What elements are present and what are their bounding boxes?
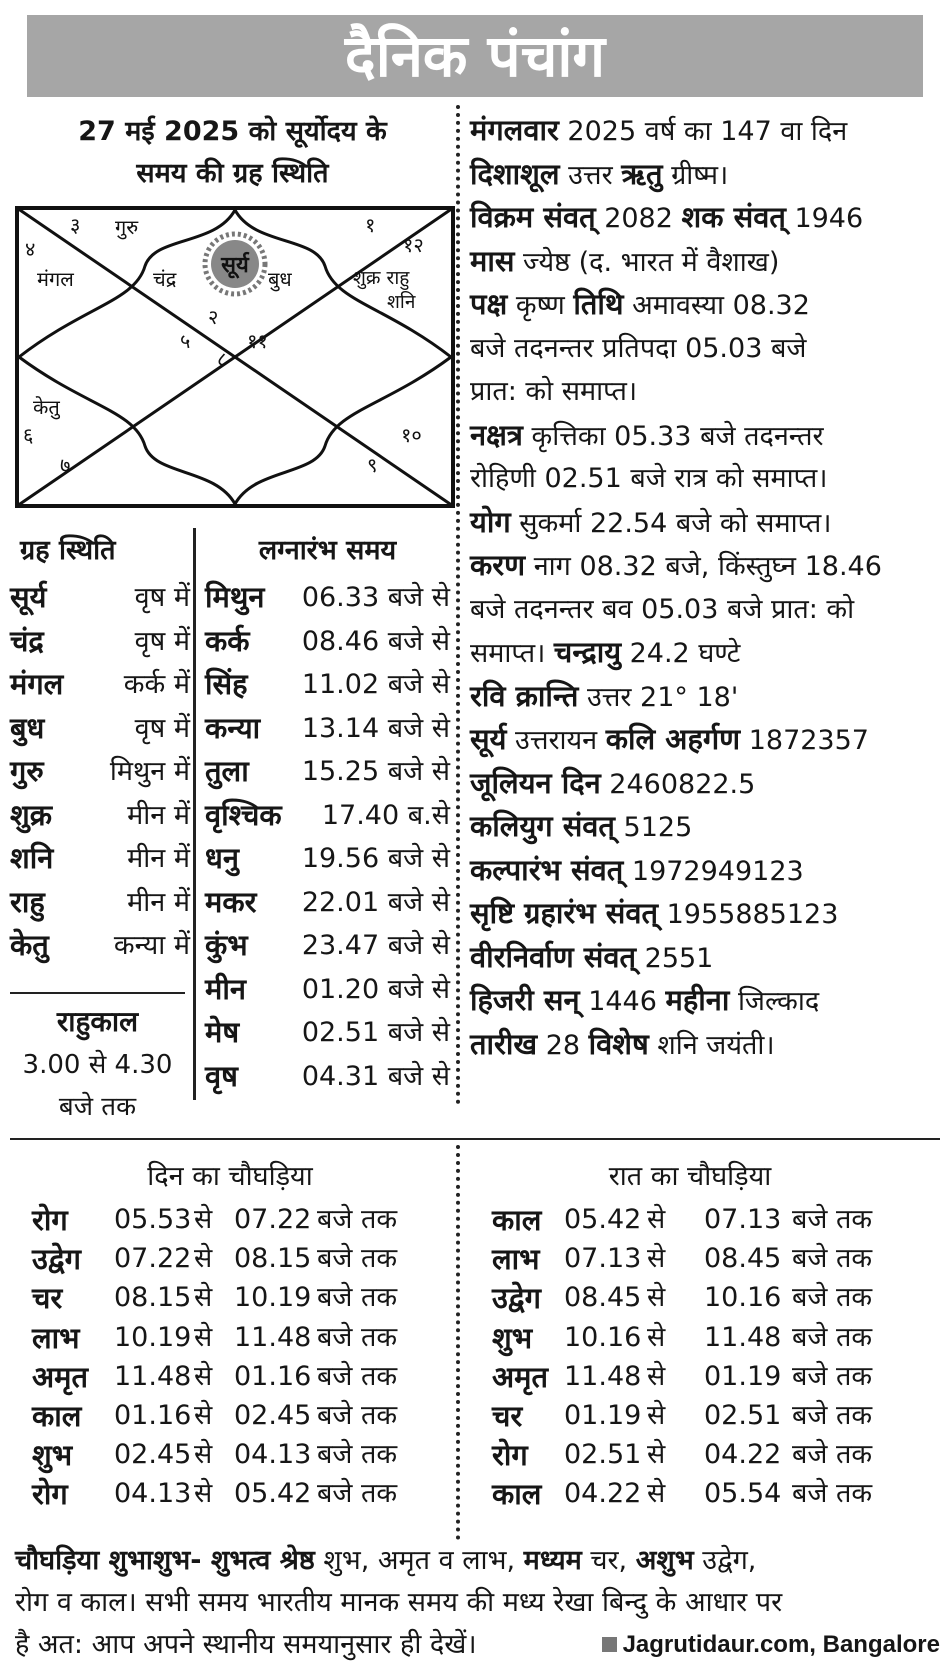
choghadiya-se: से <box>194 1282 213 1314</box>
lagna-time: 13.14 बजे से <box>301 712 450 744</box>
info-value: शनि जयंती। <box>648 1029 775 1061</box>
choghadiya-se: से <box>647 1439 666 1471</box>
info-line <box>470 676 738 715</box>
choghadiya-name: लाभ <box>32 1320 80 1355</box>
lagna-name: कुंभ <box>205 928 248 962</box>
graha-row <box>10 575 190 620</box>
din-choghadiya-heading: दिन का चौघड़िया <box>147 1161 313 1192</box>
graha-row <box>10 749 190 794</box>
choghadiya-row <box>32 1474 452 1514</box>
info-value: रोहिणी 02.51 बजे रात्र को समाप्त। <box>470 463 828 494</box>
raat-choghadiya-list <box>492 1200 932 1530</box>
bottom-column-divider <box>456 1145 460 1540</box>
info-label: सूर्य <box>470 722 507 756</box>
choghadiya-row <box>492 1200 932 1240</box>
info-value: 1946 <box>785 203 864 234</box>
page-title: दैनिक पंचांग <box>27 15 923 97</box>
choghadiya-se: से <box>647 1243 666 1275</box>
lagna-row <box>205 1010 450 1055</box>
footer-text: उद्वेग, <box>693 1545 757 1576</box>
choghadiya-from: 01.19 <box>564 1400 642 1431</box>
lagna-row <box>205 619 450 664</box>
choghadiya-tak: बजे तक <box>317 1282 398 1314</box>
choghadiya-to: 05.42 <box>234 1478 312 1510</box>
planet-budh: बुध <box>268 267 292 291</box>
info-label: ऋतु <box>621 156 663 191</box>
lagna-row <box>205 575 450 620</box>
info-label: कलियुग संवत् <box>470 809 615 843</box>
choghadiya-name: चर <box>32 1281 63 1316</box>
section-divider <box>10 1138 940 1140</box>
info-label: रवि क्रान्ति <box>470 678 579 713</box>
info-label: शक संवत् <box>681 200 786 234</box>
choghadiya-from: 05.42 <box>564 1204 642 1235</box>
choghadiya-to: 02.51 <box>704 1400 782 1431</box>
choghadiya-row <box>32 1357 452 1397</box>
footer-line3-text: है अत: आप अपने स्थानीय समयानुसार ही देखें। <box>15 1629 477 1660</box>
graha-name: शनि <box>10 841 54 875</box>
info-value: उत्तर 21° 18' <box>578 681 739 713</box>
lagna-name: मिथुन <box>205 580 265 614</box>
lagna-row <box>205 793 450 838</box>
info-label: चन्द्रायु <box>553 635 622 669</box>
choghadiya-se: से <box>194 1439 213 1471</box>
lagna-time: 22.01 बजे से <box>301 886 450 918</box>
choghadiya-row <box>32 1396 452 1436</box>
info-value: ग्रीष्म। <box>662 159 729 191</box>
house-number: ७ <box>60 453 71 477</box>
choghadiya-from: 10.16 <box>564 1321 642 1353</box>
choghadiya-tak: बजे तक <box>792 1400 873 1431</box>
choghadiya-name: चर <box>492 1399 523 1433</box>
choghadiya-to: 10.16 <box>704 1282 782 1314</box>
choghadiya-tak: बजे तक <box>792 1243 873 1275</box>
choghadiya-from: 10.19 <box>114 1321 192 1353</box>
square-icon <box>602 1637 617 1652</box>
info-label: जूलियन दिन <box>470 765 601 800</box>
lagna-row <box>205 923 450 968</box>
choghadiya-name: काल <box>32 1399 82 1433</box>
choghadiya-row <box>492 1239 932 1279</box>
choghadiya-from: 08.15 <box>114 1282 192 1314</box>
planet-mangal: मंगल <box>37 267 74 291</box>
choghadiya-tak: बजे तक <box>317 1321 398 1353</box>
graha-name: मंगल <box>10 667 64 701</box>
info-line <box>470 458 828 495</box>
choghadiya-to: 04.13 <box>234 1439 312 1471</box>
column-divider <box>456 105 460 1105</box>
choghadiya-row <box>32 1435 452 1475</box>
house-number: ११ <box>247 329 268 353</box>
lagna-name: वृष <box>205 1058 238 1093</box>
info-line <box>470 937 713 976</box>
lagna-name: कर्क <box>205 623 250 658</box>
choghadiya-tak: बजे तक <box>792 1204 873 1235</box>
graha-position: मीन में <box>127 886 190 918</box>
info-value: 2551 <box>636 942 714 974</box>
lagna-time: 17.40 ब.से <box>321 799 450 831</box>
graha-row <box>10 706 190 751</box>
lagna-time: 08.46 बजे से <box>301 625 450 657</box>
info-line <box>470 763 755 802</box>
choghadiya-name: रोग <box>32 1477 68 1512</box>
lagna-row <box>205 1054 450 1099</box>
graha-list <box>10 575 190 995</box>
raat-choghadiya-heading: रात का चौघड़िया <box>608 1161 772 1192</box>
footer-label: मध्यम <box>523 1545 582 1576</box>
planet-shukra-rahu: शुक्र राहु <box>353 267 410 289</box>
info-label: नक्षत्र <box>470 417 523 452</box>
graha-position: मीन में <box>127 799 190 831</box>
choghadiya-tak: बजे तक <box>317 1400 398 1431</box>
choghadiya-from: 02.45 <box>114 1439 192 1471</box>
choghadiya-se: से <box>194 1321 213 1353</box>
info-value: 1872357 <box>740 725 869 756</box>
left-inner-divider <box>193 528 196 900</box>
choghadiya-from: 02.51 <box>564 1439 642 1471</box>
info-value: 28 <box>537 1029 589 1061</box>
info-value: कृष्ण <box>507 290 574 321</box>
choghadiya-name: अमृत <box>32 1359 89 1394</box>
choghadiya-tak: बजे तक <box>317 1439 398 1471</box>
lagna-row <box>205 662 450 707</box>
graha-position: मीन में <box>127 843 190 874</box>
graha-row <box>10 923 190 968</box>
choghadiya-tak: बजे तक <box>792 1478 873 1510</box>
graha-name: गुरु <box>10 754 44 788</box>
info-value: उत्तर <box>559 159 622 191</box>
info-line <box>470 589 854 626</box>
info-line <box>470 241 779 280</box>
house-number: १० <box>401 423 422 447</box>
choghadiya-to: 10.19 <box>234 1282 312 1314</box>
info-label: पक्ष <box>470 287 508 321</box>
choghadiya-tak: बजे तक <box>317 1478 398 1510</box>
info-value: उत्तरायन <box>506 725 606 756</box>
house-number: १ <box>365 213 376 237</box>
choghadiya-to: 01.16 <box>234 1360 312 1392</box>
info-line <box>470 328 806 365</box>
info-line <box>470 545 882 584</box>
footer-line1 <box>15 1540 940 1582</box>
lagna-time: 04.31 बजे से <box>301 1060 450 1092</box>
choghadiya-row <box>492 1278 932 1318</box>
info-line <box>470 154 728 193</box>
footer-line2: रोग व काल। सभी समय भारतीय मानक समय की मध्य रेखा बिन्दु के आधार पर <box>15 1587 783 1618</box>
choghadiya-to: 05.54 <box>704 1478 782 1510</box>
info-label: करण <box>470 548 526 582</box>
info-value: समाप्त। <box>470 638 554 669</box>
choghadiya-tak: बजे तक <box>792 1439 873 1471</box>
choghadiya-row <box>32 1200 452 1240</box>
choghadiya-tak: बजे तक <box>317 1243 398 1275</box>
rahukaal-box <box>10 1000 185 1128</box>
info-label: मंगलवार <box>470 113 559 147</box>
footer-label: चौघड़िया शुभाशुभ- शुभत्व श्रेष्ठ <box>15 1545 315 1576</box>
graha-position: कर्क में <box>123 669 190 700</box>
info-value: 5125 <box>614 812 693 843</box>
choghadiya-from: 04.13 <box>114 1478 192 1510</box>
choghadiya-row <box>32 1318 452 1358</box>
house-number: १२ <box>403 233 424 257</box>
choghadiya-name: लाभ <box>492 1242 540 1277</box>
info-value: बजे तदनन्तर प्रतिपदा 05.03 बजे <box>470 332 807 364</box>
graha-name: राहु <box>10 884 45 919</box>
info-value: 2025 वर्ष का 147 वा दिन <box>558 116 848 147</box>
footer-note <box>15 1540 940 1666</box>
sun-label: सूर्य <box>221 253 249 278</box>
info-label: वीरनिर्वाण संवत् <box>470 939 637 974</box>
info-value: सुकर्मा 22.54 बजे को समाप्त। <box>510 507 832 539</box>
house-number: ४ <box>25 237 36 261</box>
choghadiya-to: 08.15 <box>234 1243 312 1275</box>
info-line <box>470 719 869 758</box>
house-number: ३ <box>70 213 81 237</box>
choghadiya-name: उद्वेग <box>32 1242 81 1277</box>
info-value: जिल्काद <box>729 986 820 1017</box>
choghadiya-from: 11.48 <box>564 1360 642 1392</box>
choghadiya-from: 01.16 <box>114 1400 192 1431</box>
choghadiya-to: 01.19 <box>704 1360 782 1392</box>
kundli-chart <box>15 206 455 508</box>
info-label: विक्रम संवत् <box>470 200 596 234</box>
choghadiya-name: रोग <box>32 1203 68 1237</box>
rahukaal-time: 3.00 से 4.30 <box>22 1050 173 1080</box>
choghadiya-to: 11.48 <box>234 1321 312 1353</box>
house-number: ५ <box>180 329 191 353</box>
lagna-time: 19.56 बजे से <box>301 843 450 874</box>
choghadiya-to: 11.48 <box>704 1321 782 1353</box>
info-line <box>470 980 819 1019</box>
rahukaal-heading: राहुकाल <box>56 1005 139 1038</box>
choghadiya-se: से <box>647 1321 666 1353</box>
choghadiya-name: काल <box>492 1477 542 1512</box>
info-value: 1972949123 <box>623 855 804 887</box>
choghadiya-to: 08.45 <box>704 1243 782 1275</box>
choghadiya-se: से <box>194 1400 213 1431</box>
lagna-name: मेष <box>205 1015 240 1049</box>
info-line <box>470 632 740 671</box>
lagna-time: 11.02 बजे से <box>301 669 450 700</box>
lagna-time: 02.51 बजे से <box>301 1017 450 1048</box>
info-line <box>470 284 810 323</box>
choghadiya-se: से <box>647 1478 666 1510</box>
choghadiya-to: 02.45 <box>234 1400 312 1431</box>
graha-position: वृष में <box>134 582 190 613</box>
lagna-time: 23.47 बजे से <box>301 930 450 961</box>
choghadiya-name: अमृत <box>492 1359 549 1394</box>
info-line <box>470 806 692 845</box>
info-value: कृत्तिका 05.33 बजे तदनन्तर <box>522 420 824 452</box>
info-label: कलि अहर्गण <box>605 722 741 756</box>
lagna-name: कन्या <box>205 710 261 745</box>
graha-row <box>10 880 190 925</box>
info-value: बजे तदनन्तर बव 05.03 बजे प्रात: को <box>470 593 855 625</box>
house-number: ६ <box>23 423 34 447</box>
choghadiya-to: 04.22 <box>704 1439 782 1471</box>
info-value: ज्येष्ठ (द. भारत में वैशाख) <box>514 246 780 278</box>
graha-name: सूर्य <box>10 580 47 614</box>
rahukaal-suffix: बजे तक <box>58 1092 137 1122</box>
choghadiya-name: शुभ <box>492 1320 533 1355</box>
choghadiya-row <box>492 1435 932 1475</box>
lagna-row <box>205 967 450 1012</box>
info-label: तारीख <box>470 1026 538 1061</box>
info-line <box>470 110 847 149</box>
lagna-time: 01.20 बजे से <box>301 973 450 1005</box>
choghadiya-se: से <box>647 1400 666 1431</box>
lagna-name: धनु <box>205 841 239 875</box>
choghadiya-tak: बजे तक <box>317 1360 398 1392</box>
choghadiya-name: काल <box>492 1203 542 1237</box>
choghadiya-tak: बजे तक <box>792 1321 873 1353</box>
planet-chandra: चंद्र <box>153 267 177 291</box>
graha-position: कन्या में <box>113 930 190 961</box>
choghadiya-se: से <box>194 1243 213 1275</box>
choghadiya-row <box>32 1278 452 1318</box>
house-number: ८ <box>217 347 228 371</box>
graha-row <box>10 793 190 838</box>
panchang-info <box>470 110 940 1110</box>
choghadiya-name: उद्वेग <box>492 1281 541 1316</box>
choghadiya-from: 08.45 <box>564 1282 642 1314</box>
lagna-row <box>205 880 450 925</box>
graha-position: वृष में <box>134 625 190 657</box>
info-label: हिजरी सन् <box>470 983 580 1017</box>
info-value: 24.2 घण्टे <box>621 638 741 669</box>
info-line <box>470 1024 775 1063</box>
rahukaal-divider <box>10 992 185 994</box>
credit-text: Jagrutidaur.com, Bangalore <box>622 1631 940 1658</box>
lagna-name: वृश्चिक <box>205 797 282 832</box>
info-value: 1955885123 <box>658 899 839 930</box>
planet-shani: शनि <box>387 291 416 313</box>
info-label: कल्पारंभ संवत् <box>470 852 624 887</box>
choghadiya-tak: बजे तक <box>792 1282 873 1314</box>
info-line <box>470 502 832 541</box>
din-choghadiya-list <box>32 1200 452 1530</box>
choghadiya-tak: बजे तक <box>792 1360 873 1392</box>
lagna-time: 15.25 बजे से <box>301 756 450 787</box>
choghadiya-from: 07.22 <box>114 1243 192 1275</box>
graha-name: बुध <box>10 710 45 745</box>
choghadiya-name: रोग <box>492 1438 528 1473</box>
planet-ketu: केतु <box>33 395 60 419</box>
info-value: अमावस्या 08.32 <box>623 290 810 321</box>
info-line <box>470 371 637 408</box>
info-label: महीना <box>665 983 730 1017</box>
info-value: प्रात: को समाप्त। <box>470 376 638 407</box>
choghadiya-to: 07.22 <box>234 1204 312 1235</box>
lagna-heading: लग्नारंभ समय <box>258 535 397 566</box>
chart-heading-line1: 27 मई 2025 को सूर्योदय के <box>78 116 387 147</box>
choghadiya-to: 07.13 <box>704 1204 782 1235</box>
graha-row <box>10 662 190 707</box>
chart-heading-line2: समय की ग्रह स्थिति <box>136 158 329 189</box>
choghadiya-row <box>32 1239 452 1279</box>
choghadiya-se: से <box>194 1360 213 1392</box>
choghadiya-se: से <box>647 1360 666 1392</box>
lagna-row <box>205 749 450 794</box>
footer-text: शुभ, अमृत व लाभ, <box>314 1545 524 1576</box>
chart-heading <box>15 112 450 196</box>
info-label: दिशाशूल <box>470 156 560 191</box>
lagna-row <box>205 836 450 881</box>
lagna-row <box>205 706 450 751</box>
choghadiya-from: 07.13 <box>564 1243 642 1275</box>
choghadiya-row <box>492 1318 932 1358</box>
graha-name: केतु <box>10 928 49 962</box>
house-number: २ <box>208 305 219 329</box>
graha-heading: ग्रह स्थिति <box>20 535 116 566</box>
info-label: तिथि <box>573 287 624 321</box>
info-label: विशेष <box>588 1026 649 1061</box>
choghadiya-from: 05.53 <box>114 1204 192 1235</box>
info-line <box>470 415 824 454</box>
choghadiya-from: 04.22 <box>564 1478 642 1510</box>
choghadiya-row <box>492 1357 932 1397</box>
lagna-time: 06.33 बजे से <box>301 582 450 613</box>
graha-row <box>10 619 190 664</box>
info-line <box>470 893 838 932</box>
lagna-name: मकर <box>205 884 257 919</box>
choghadiya-name: शुभ <box>32 1438 73 1473</box>
info-value: 2460822.5 <box>600 768 756 800</box>
info-label: योग <box>470 504 511 539</box>
info-label: मास <box>470 243 515 278</box>
info-line <box>470 197 863 236</box>
lagna-name: तुला <box>205 754 249 788</box>
choghadiya-se: से <box>647 1204 666 1235</box>
choghadiya-se: से <box>194 1204 213 1235</box>
planet-guru: गुरु <box>115 215 139 239</box>
graha-name: चंद्र <box>10 623 44 658</box>
graha-position: मिथुन में <box>109 756 190 787</box>
lagna-name: सिंह <box>205 667 248 701</box>
choghadiya-se: से <box>647 1282 666 1314</box>
footer-label: अशुभ <box>635 1545 694 1576</box>
info-value: 1446 <box>579 986 666 1017</box>
info-line <box>470 850 804 889</box>
choghadiya-se: से <box>194 1478 213 1510</box>
choghadiya-row <box>492 1396 932 1436</box>
choghadiya-row <box>492 1474 932 1514</box>
info-value: 2082 <box>595 203 682 234</box>
graha-position: वृष में <box>134 712 190 744</box>
left-inner-divider-lower <box>193 900 196 1100</box>
graha-row <box>10 836 190 881</box>
lagna-name: मीन <box>205 971 246 1006</box>
info-value: नाग 08.32 बजे, किंस्तुघ्न 18.46 <box>525 551 882 582</box>
graha-name: शुक्र <box>10 797 52 832</box>
lagna-list <box>205 575 450 1115</box>
info-label: सृष्टि ग्रहारंभ संवत् <box>470 896 659 930</box>
house-number: ९ <box>367 453 378 477</box>
footer-text: चर, <box>581 1545 636 1576</box>
choghadiya-from: 11.48 <box>114 1360 192 1392</box>
choghadiya-tak: बजे तक <box>317 1204 398 1235</box>
